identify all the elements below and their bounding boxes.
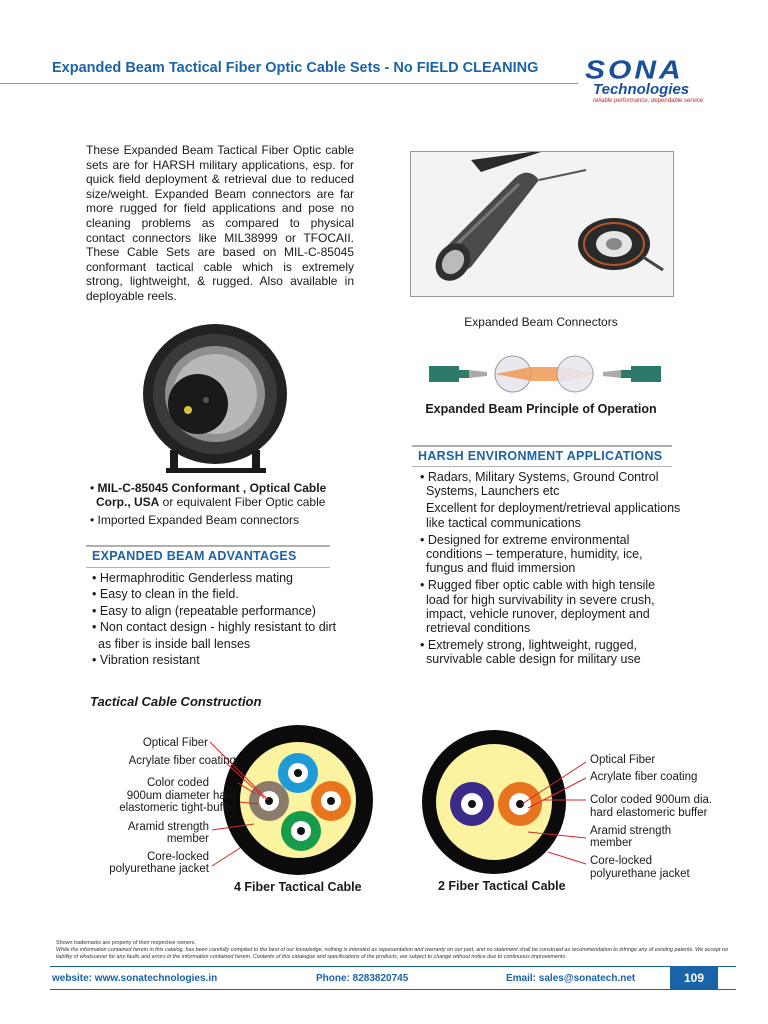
intro-paragraph: These Expanded Beam Tactical Fiber Optic cable sets are for HARSH military applications, esp. for quick field deployment & retrieval due to reduced size/weight. Expanded Beam connectors are far more rugged for field applications and pose no cleaning problems as compared to physical contact connectors like MIL38999 or TFOCAII. These Cable Sets are based on MIL-C-85045 conformant tactical cable which is extremely strong, lightweight, & rugged. Also available in deployable reels. [86, 143, 354, 303]
label-buffer-right-2: hard elastomeric buffer [590, 807, 708, 819]
list-item: • Radars, Military Systems, Ground Control Systems, Launchers etc [420, 470, 659, 499]
list-item: • Non contact design - highly resistant to dirt as fiber is inside ball lenses [92, 620, 337, 651]
label-aramid-left-2: member [166, 833, 209, 845]
label-optical-fiber-left: Optical Fiber [142, 737, 208, 749]
list-item-text: Vibration resistant [99, 653, 200, 668]
label-jacket-left-1: Core-locked [147, 851, 209, 863]
footer [50, 967, 670, 989]
list-item-text: Radars, Military Systems, Ground Control Systems, Launchers etc [426, 470, 659, 499]
label-acrylate-right: Acrylate fiber coating [590, 771, 698, 783]
advantages-heading: EXPANDED BEAM ADVANTAGES [92, 549, 297, 563]
connectors-caption: Expanded Beam Connectors [464, 315, 618, 329]
list-item-text: Rugged fiber optic cable with high tensile load for high survivability in severe crush, impact, vehicle runover, deployment and retrieval conditions [426, 578, 656, 636]
harsh-list [418, 470, 682, 670]
spec-item-cable: • MIL-C-85045 Conformant , Optical Cable Corp., USA or equivalent Fiber Optic cable [90, 481, 327, 509]
label-jacket-left-2: polyurethane jacket [109, 863, 209, 875]
spec-item-connectors-text: Imported Expanded Beam connectors [97, 513, 299, 527]
disclaimer-liability: While the information contained herein in this catalog, has been carefully compiled to the best of our knowledge, nothing is intended as representation and warranty on our part, and no statement shall be construed as recommendation to infringe any of existing patents. We accept no liability of whatsoever for any faults and errors in the information contained herein. Contents of this catalogue and specifications of the products, are subject to change without notice due to continuous improvements. [56, 947, 729, 960]
list-item: • Easy to align (repeatable performance) [92, 603, 316, 618]
connectors-photo [410, 151, 674, 297]
footer-rule-bottom [50, 989, 736, 990]
label-aramid-right-1: Aramid strength [590, 825, 672, 837]
label-aramid-left-1: Aramid strength [127, 821, 209, 833]
footer-email[interactable]: Email: sales@sonatech.net [506, 973, 636, 984]
label-jacket-right-2: polyurethane jacket [590, 868, 690, 880]
harsh-rule-bottom [412, 466, 672, 467]
construction-title: Tactical Cable Construction [90, 694, 262, 709]
disclaimer [56, 940, 736, 961]
two-fiber-cable [422, 730, 586, 874]
advantages-rule-bottom [86, 567, 330, 568]
header-divider [0, 83, 578, 84]
label-buffer-left-3: elastomeric tight-buffer [119, 802, 236, 814]
connectors-illustration [411, 152, 673, 296]
spec-item-cable-bold: MIL-C-85045 Conformant , Optical Cable Corp., USA [96, 481, 327, 509]
company-logo [585, 58, 725, 104]
logo-tagline: reliable performance, dependable service [593, 98, 704, 104]
list-item: • Hermaphroditic Genderless mating [92, 571, 293, 585]
list-item-text: Extremely strong, lightweight, rugged, survivable cable design for military use [426, 638, 641, 667]
label-buffer-left-1: Color coded [146, 777, 209, 789]
logo-brand-secondary: Technologies [593, 81, 690, 98]
list-item: • Extremely strong, lightweight, rugged, survivable cable design for military use [420, 638, 641, 667]
list-item: • Vibration resistant [92, 653, 200, 668]
label-aramid-right-2: member [590, 837, 633, 849]
label-acrylate-left: Acrylate fiber coating [128, 755, 236, 767]
label-buffer-left-2: 900um diameter hard [126, 790, 236, 802]
advantages-rule-top [86, 545, 330, 547]
label-jacket-right-1: Core-locked [590, 855, 652, 867]
harsh-rule-top [412, 445, 672, 447]
label-optical-fiber-right: Optical Fiber [590, 754, 656, 766]
list-item-text: Easy to align (repeatable performance) [99, 603, 316, 618]
footer-phone: Phone: 8283820745 [316, 973, 409, 984]
disclaimer-trademarks: Shown trademarks are property of their respective owners. [56, 940, 196, 946]
list-item-text: Hermaphroditic Genderless mating [99, 571, 293, 585]
logo-brand: SONA [585, 56, 684, 85]
list-item-text: Excellent for deployment/retrieval applications like tactical communications [426, 501, 681, 530]
list-item-text: Non contact design - highly resistant to dirt as fiber is inside ball lenses [98, 620, 337, 651]
cable-reel-photo [140, 322, 290, 474]
four-fiber-caption: 4 Fiber Tactical Cable [234, 880, 362, 894]
two-fiber-caption: 2 Fiber Tactical Cable [438, 879, 566, 893]
harsh-heading: HARSH ENVIRONMENT APPLICATIONS [418, 449, 663, 463]
list-item: • Designed for extreme environmental conditions – temperature, humidity, ice, fungus and fluid immersion [420, 532, 643, 576]
spec-item-connectors: • Imported Expanded Beam connectors [90, 513, 299, 527]
page-number: 109 [670, 966, 718, 990]
label-buffer-right-1: Color coded 900um dia. [590, 794, 713, 806]
list-item [418, 501, 682, 529]
spec-item-cable-rest: or equivalent Fiber Optic cable [159, 495, 326, 509]
list-item: • Easy to clean in the field. [92, 587, 239, 602]
footer-website[interactable]: website: www.sonatechnologies.in [52, 973, 218, 984]
spec-list [88, 481, 358, 527]
expanded-beam-diagram [425, 350, 665, 398]
list-item: • Rugged fiber optic cable with high tensile load for high survivability in severe crush, impact, vehicle runover, deployment and retrieval conditions [420, 578, 656, 636]
principle-caption: Expanded Beam Principle of Operation [425, 402, 657, 416]
list-item-text: Designed for extreme environmental conditions – temperature, humidity, ice, fungus and fluid immersion [426, 532, 643, 576]
advantages-list [90, 570, 352, 668]
list-item-text: Easy to clean in the field. [99, 587, 239, 602]
page-title: Expanded Beam Tactical Fiber Optic Cable Sets - No FIELD CLEANING [52, 60, 539, 76]
